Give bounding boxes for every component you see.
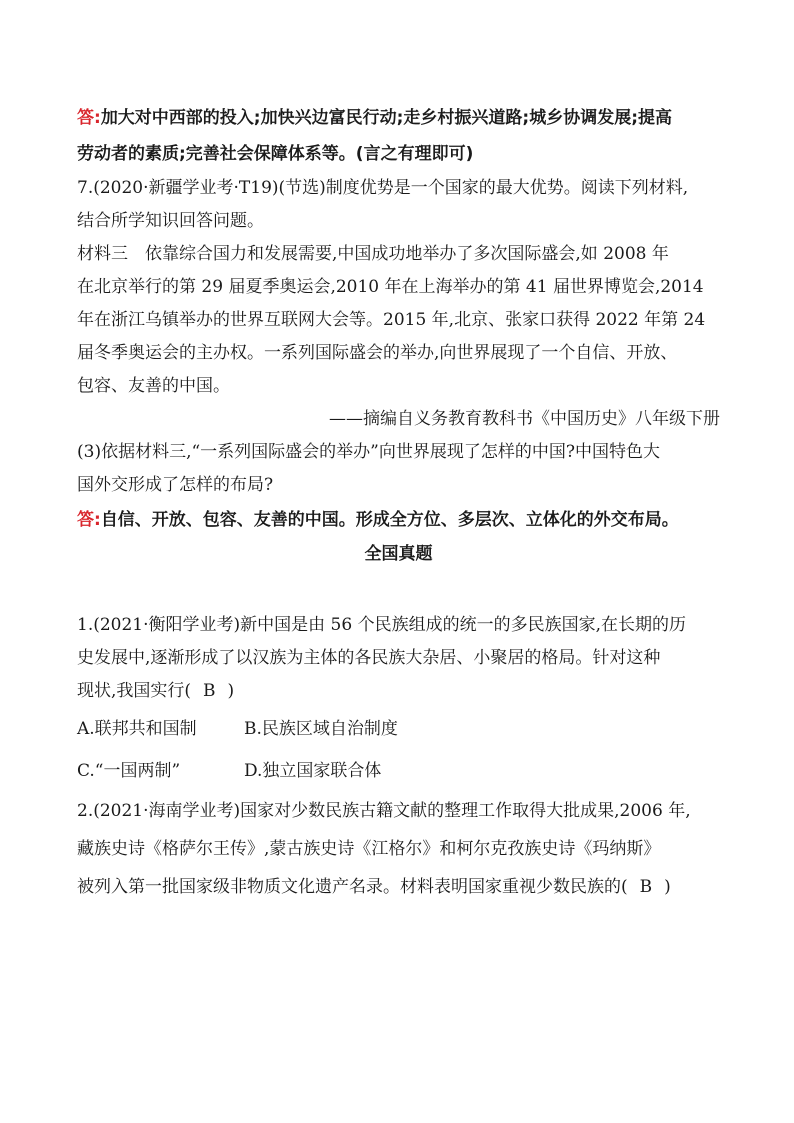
question-1-stem xyxy=(77,609,720,708)
option-a: A.联邦共和国制 xyxy=(77,719,197,739)
question-2-line-3: 被列入第一批国家级非物质文化遗产名录。材料表明国家重视少数民族的( xyxy=(77,877,628,897)
question-2-stem xyxy=(77,792,720,906)
section-title: 全国真题 xyxy=(364,544,433,564)
question-2-line-1: 2.(2021·海南学业考)国家对少数民族古籍文献的整理工作取得大批成果,2006 年, xyxy=(77,801,691,821)
material-source: ——摘编自义务教育教科书《中国历史》八年级下册 xyxy=(329,409,720,429)
question-2-line-2: 藏族史诗《格萨尔王传》,蒙古族史诗《江格尔》和柯尔克孜族史诗《玛纳斯》 xyxy=(77,839,661,859)
answer-1-line-1: 加大对中西部的投入;加快兴边富民行动;走乡村振兴道路;城乡协调发展;提高 xyxy=(100,108,673,128)
document-page xyxy=(77,100,720,906)
answer-1-line-2: 劳动者的素质;完善社会保障体系等。(言之有理即可) xyxy=(77,144,474,164)
question-7-line-2: 结合所学知识回答问题。 xyxy=(77,211,264,231)
question-2-paren-close: ) xyxy=(664,877,671,897)
material-line-4: 届冬季奥运会的主办权。一系列国际盛会的举办,向世界展现了一个自信、开放、 xyxy=(77,343,678,363)
answer-2-text: 自信、开放、包容、友善的中国。形成全方位、多层次、立体化的外交布局。 xyxy=(100,510,679,530)
option-d: D.独立国家联合体 xyxy=(244,761,382,781)
option-c: C.“一国两制” xyxy=(77,761,181,781)
answer-2 xyxy=(77,502,720,538)
material-line-2: 在北京举行的第 29 届夏季奥运会,2010 年在上海举办的第 41 届世界博览会,2014 xyxy=(77,277,704,297)
answer-mark: 答: xyxy=(77,510,101,530)
options-row-2 xyxy=(77,750,720,792)
answer-1 xyxy=(77,100,720,172)
question-1-line-1: 1.(2021·衡阳学业考)新中国是由 56 个民族组成的统一的多民族国家,在长期的历 xyxy=(77,615,686,635)
question-1-line-2: 史发展中,逐渐形成了以汉族为主体的各民族大杂居、小聚居的格局。针对这种 xyxy=(77,648,661,668)
question-2 xyxy=(77,792,720,906)
question-7-stem xyxy=(77,172,720,238)
material-line-3: 年在浙江乌镇举办的世界互联网大会等。2015 年,北京、张家口获得 2022 年第 24 xyxy=(77,310,706,330)
question-1-paren-close: ) xyxy=(227,681,235,701)
material-line-5: 包容、友善的中国。 xyxy=(77,376,230,396)
question-7-sub-3 xyxy=(77,436,720,502)
material-line-1: 材料三 依靠综合国力和发展需要,中国成功地举办了多次国际盛会,如 2008 年 xyxy=(77,244,669,264)
spacer xyxy=(77,571,720,609)
question-1-answer-choice: B xyxy=(203,681,216,701)
options-row-1 xyxy=(77,708,720,750)
question-2-answer-choice: B xyxy=(639,877,653,897)
material-three xyxy=(77,238,720,403)
question-1 xyxy=(77,609,720,792)
question-1-line-3: 现状,我国实行( xyxy=(77,681,192,701)
sub-question-line-1: (3)依据材料三,“一系列国际盛会的举办”向世界展现了怎样的中国?中国特色大 xyxy=(77,442,660,462)
sub-question-line-2: 国外交形成了怎样的布局? xyxy=(77,475,274,495)
question-7 xyxy=(77,172,720,502)
option-b: B.民族区域自治制度 xyxy=(244,719,398,739)
answer-mark: 答: xyxy=(77,108,101,128)
question-7-line-1: 7.(2020·新疆学业考·T19)(节选)制度优势是一个国家的最大优势。阅读下列材料, xyxy=(77,178,689,198)
